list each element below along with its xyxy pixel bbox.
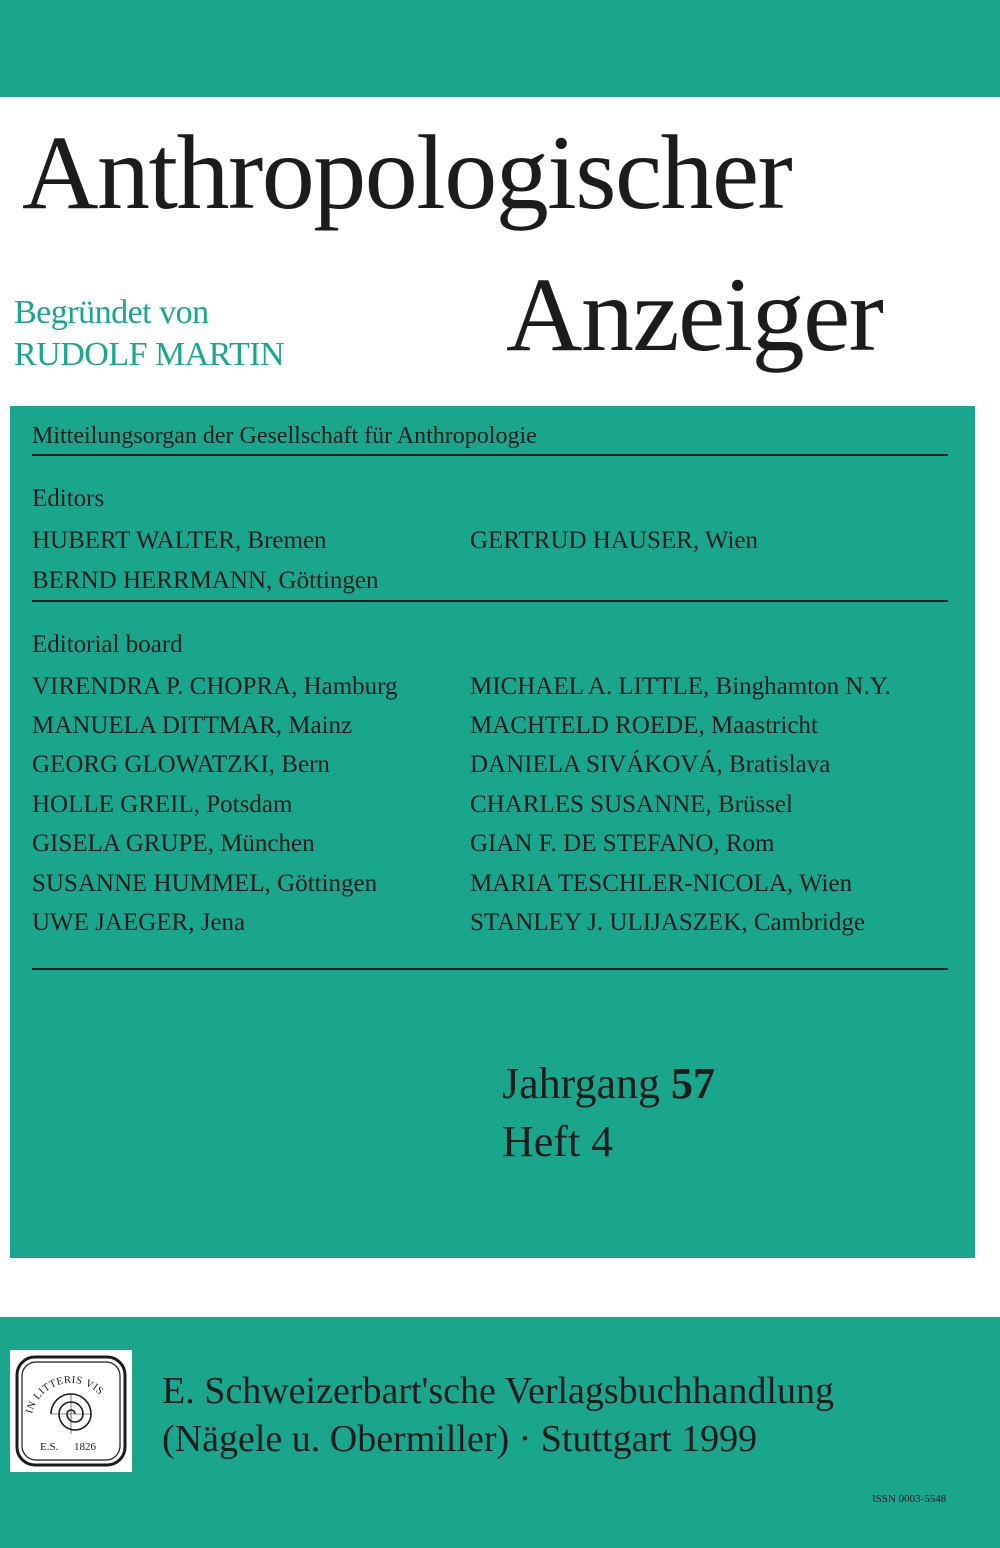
publisher-logo [10, 1350, 132, 1472]
board-heading: Editorial board [32, 631, 183, 658]
founded-label: Begründet von [14, 294, 209, 331]
divider-rule [32, 600, 948, 602]
issn-label: ISSN 0003-5548 [872, 1493, 947, 1505]
editor-name: HUBERT WALTER, Bremen [32, 527, 327, 554]
board-member: MACHTELD ROEDE, Maastricht [470, 712, 818, 739]
logo-initials: E.S. [40, 1441, 59, 1453]
board-member: CHARLES SUSANNE, Brüssel [470, 791, 793, 818]
divider-rule [32, 454, 948, 456]
editor-name: GERTRUD HAUSER, Wien [470, 527, 759, 554]
issue-line: Heft 4 [502, 1117, 614, 1166]
logo-year: 1826 [74, 1441, 96, 1453]
board-member: SUSANNE HUMMEL, Göttingen [32, 870, 378, 897]
board-member: VIRENDRA P. CHOPRA, Hamburg [32, 673, 398, 700]
publisher-location: (Nägele u. Obermiller) · Stuttgart 1999 [162, 1418, 758, 1460]
volume-label: Jahrgang [502, 1059, 661, 1108]
editors-heading: Editors [32, 485, 105, 512]
board-member: STANLEY J. ULIJASZEK, Cambridge [470, 909, 865, 936]
board-member: DANIELA SIVÁKOVÁ, Bratislava [470, 751, 831, 778]
board-member: MICHAEL A. LITTLE, Binghamton N.Y. [470, 673, 891, 700]
board-member: MANUELA DITTMAR, Mainz [32, 712, 353, 739]
board-member: MARIA TESCHLER-NICOLA, Wien [470, 870, 853, 897]
divider-rule [32, 968, 948, 970]
board-member: HOLLE GREIL, Potsdam [32, 791, 293, 818]
board-member: UWE JAEGER, Jena [32, 909, 246, 936]
board-member: GEORG GLOWATZKI, Bern [32, 751, 330, 778]
editor-name: BERND HERRMANN, Göttingen [32, 567, 379, 594]
panel-subtitle: Mitteilungsorgan der Gesellschaft für Anthropologie [32, 423, 537, 449]
board-member: GISELA GRUPE, München [32, 830, 315, 857]
info-panel [10, 406, 975, 1258]
founder-name: RUDOLF MARTIN [14, 336, 285, 373]
logo-motto: IN LITTERIS VIS [24, 1374, 106, 1415]
volume-number: 57 [671, 1059, 716, 1108]
board-member: GIAN F. DE STEFANO, Rom [470, 830, 775, 857]
ammonite-seal-icon [10, 1350, 132, 1472]
volume-line [502, 1059, 716, 1108]
journal-title-line2: Anzeiger [506, 256, 883, 373]
journal-title-line1: Anthropologischer [22, 114, 792, 231]
publisher-name: E. Schweizerbart'sche Verlagsbuchhandlung [162, 1370, 834, 1412]
